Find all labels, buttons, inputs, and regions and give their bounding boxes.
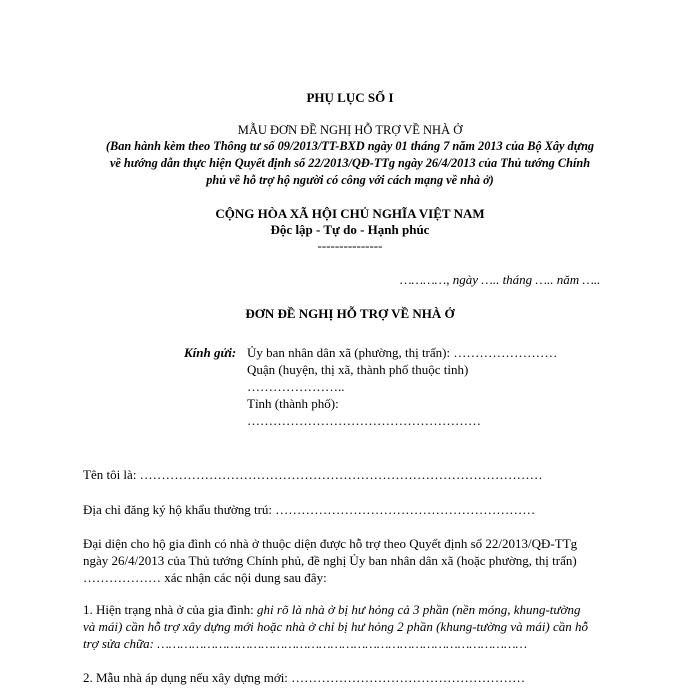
representative-line-1: Đại diện cho hộ gia đình có nhà ở thuộc diện được hỗ trợ theo Quyết định số 22/2013/QĐ-TTg [83,536,578,551]
name-line: Tên tôi là: ………………………………………………………………………………… [83,467,543,482]
issuance-line-2: về hướng dẫn thực hiện Quyết định số 22/2013/QĐ-TTg ngày 26/4/2013 của Thủ tướng Chính [109,156,591,170]
separator: --------------- [317,238,383,253]
addressee-label: Kính gửi: [184,345,237,360]
letter-title: ĐƠN ĐỀ NGHỊ HỖ TRỢ VỀ NHÀ Ở [245,306,455,321]
item-1-italic: ghi rõ là nhà ở bị hư hỏng cả 3 phần (nền móng, khung-tường [257,602,581,617]
date-line: …………, ngày ….. tháng ….. năm ….. [400,272,601,287]
address-line: Địa chỉ đăng ký hộ khẩu thường trú: …………………………………………………… [83,502,536,517]
appendix-title: PHỤ LỤC SỐ I [306,90,394,105]
representative-line-3: ……………… xác nhận các nội dung sau đây: [83,570,327,585]
nation-title: CỘNG HÒA XÃ HỘI CHỦ NGHĨA VIỆT NAM [215,206,485,221]
item-2-line: 2. Mẫu nhà áp dụng nếu xây dựng mới: ……………………………………………… [83,670,526,685]
addressee-line-2: Quận (huyện, thị xã, thành phố thuộc tỉnh) [247,362,469,377]
form-title: MẪU ĐƠN ĐỀ NGHỊ HỖ TRỢ VỀ NHÀ Ở [237,123,463,137]
item-1-line-1 [83,602,580,618]
addressee-line-4: Tỉnh (thành phố): [247,396,339,411]
item-1-prefix: 1. Hiện trạng nhà ở của gia đình: [83,602,258,617]
motto: Độc lập - Tự do - Hạnh phúc [270,222,430,237]
item-1-line-2: và mái) cần hỗ trợ xây dựng mới hoặc nhà ở chỉ bị hư hỏng 2 phần (khung-tường và mái) cần hỗ [83,619,589,634]
addressee-line-1: Ủy ban nhân dân xã (phường, thị trấn): …………………… [247,345,558,360]
issuance-line-1: (Ban hành kèm theo Thông tư số 09/2013/TT-BXD ngày 01 tháng 7 năm 2013 của Bộ Xây dựng [105,139,595,153]
item-1-line-3: trợ sửa chữa: …………………………………………………………………………………… [83,636,528,651]
addressee-line-3: ………………….. [247,379,345,394]
issuance-line-3: phủ về hỗ trợ hộ người có công với cách mạng về nhà ở) [206,173,494,187]
addressee-line-5: ……………………………………………… [247,413,481,428]
representative-line-2: ngày 26/4/2013 của Thủ tướng Chính phủ, đề nghị Ủy ban nhân dân xã (hoặc phường, thị trấn) [83,553,577,568]
